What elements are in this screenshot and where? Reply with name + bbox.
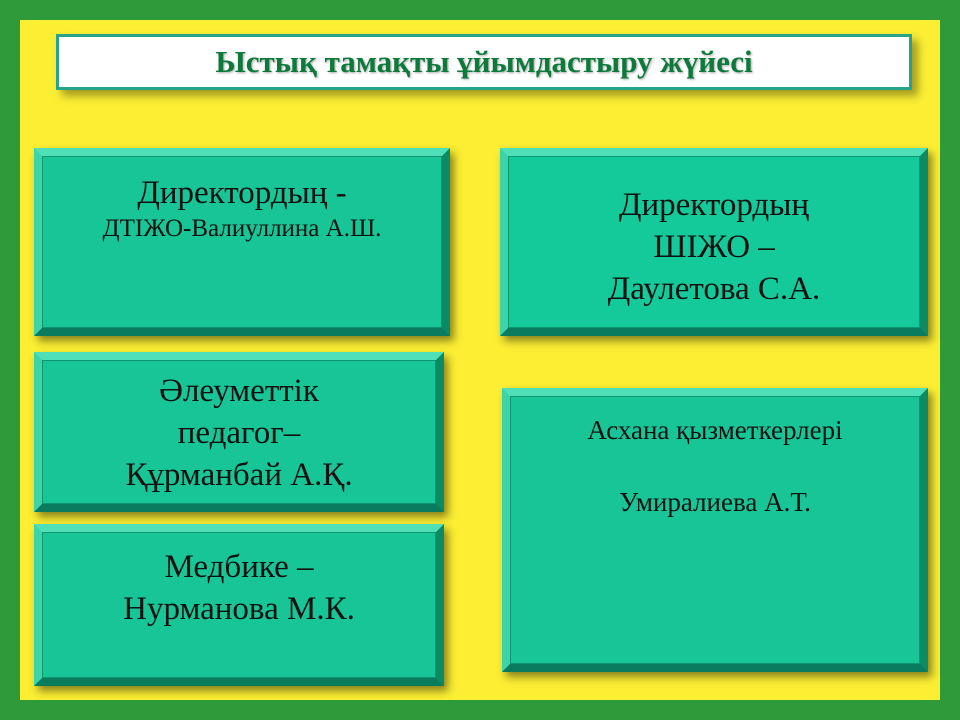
director-shizho-box	[500, 148, 928, 336]
canteen-staff-title: Асхана қызметкерлері	[587, 415, 843, 445]
box-inner-border	[508, 156, 920, 328]
title-banner	[56, 34, 912, 90]
box-inner-border	[510, 396, 920, 664]
director-shizho-role: ШІЖО –	[653, 229, 775, 265]
page-title: Ыстық тамақты ұйымдастыру жүйесі	[215, 44, 753, 79]
box-inner-border	[42, 532, 436, 678]
director-deputy-title: Директордың -	[137, 175, 347, 211]
nurse-name: Нурманова М.К.	[123, 591, 355, 627]
director-shizho-title: Директордың	[618, 187, 810, 223]
box-inner-border	[42, 360, 436, 504]
box-inner-border	[42, 156, 442, 328]
director-shizho-name: Даулетова С.А.	[607, 271, 821, 307]
social-pedagog-title: Әлеуметтік	[159, 373, 319, 409]
nurse-title: Медбике –	[164, 549, 314, 585]
social-pedagog-role: педагог–	[177, 415, 301, 451]
canteen-staff-name: Умиралиева А.Т.	[619, 487, 811, 517]
director-deputy-name: ДТІЖО-Валиуллина А.Ш.	[102, 215, 382, 242]
social-pedagog-name: Құрманбай А.Қ.	[125, 457, 353, 493]
social-pedagog-box	[34, 352, 444, 512]
nurse-box	[34, 524, 444, 686]
canteen-staff-box	[502, 388, 928, 672]
director-deputy-box	[34, 148, 450, 336]
